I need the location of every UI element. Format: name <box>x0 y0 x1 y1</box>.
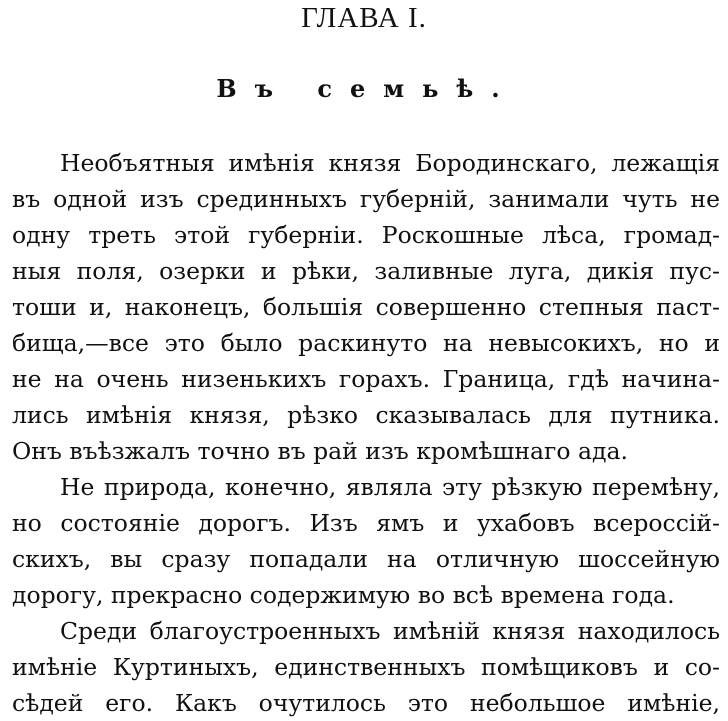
text-line: одну треть этой губерніи. Роскошные лѣса, громад- <box>12 221 720 249</box>
text-line: Среди благоустроенныхъ имѣній князя находилось <box>60 617 720 645</box>
text-line: бища,—все это было раскинуто на невысокихъ, но и <box>12 329 720 357</box>
text-line: лись имѣнія князя, рѣзко сказывалась для путника. <box>12 401 720 429</box>
text-line: сѣдей его. Какъ очутилось это небольшое имѣніе, <box>12 689 720 717</box>
text-line: но состояніе дорогъ. Изъ ямъ и ухабовъ всероссій- <box>12 509 720 537</box>
chapter-heading: ГЛАВА I. <box>301 2 427 34</box>
text-line: въ одной изъ срединныхъ губерній, занимали чуть не <box>12 185 720 213</box>
text-line: тоши и, наконецъ, большія совершенно степныя паст- <box>12 293 720 321</box>
body-text <box>12 145 720 721</box>
text-line: ныя поля, озерки и рѣки, заливные луга, дикія пус- <box>12 257 720 285</box>
section-title: Въ семьѣ. <box>216 74 518 103</box>
text-line: не на очень низенькихъ горахъ. Граница, гдѣ начина- <box>12 365 720 393</box>
text-line: дорогу, прекрасно содержимую во всѣ времена года. <box>12 581 675 609</box>
text-line: Не природа, конечно, являла эту рѣзкую перемѣну, <box>60 473 720 501</box>
text-line: скихъ, вы сразу попадали на отличную шоссейную <box>12 545 720 573</box>
text-line: Необъятныя имѣнія князя Бородинскаго, лежащія <box>60 149 720 177</box>
text-line: имѣніе Куртиныхъ, единственныхъ помѣщиковъ и со- <box>12 653 720 681</box>
text-line: Онъ въѣзжалъ точно въ рай изъ кромѣшнаго ада. <box>12 437 628 465</box>
